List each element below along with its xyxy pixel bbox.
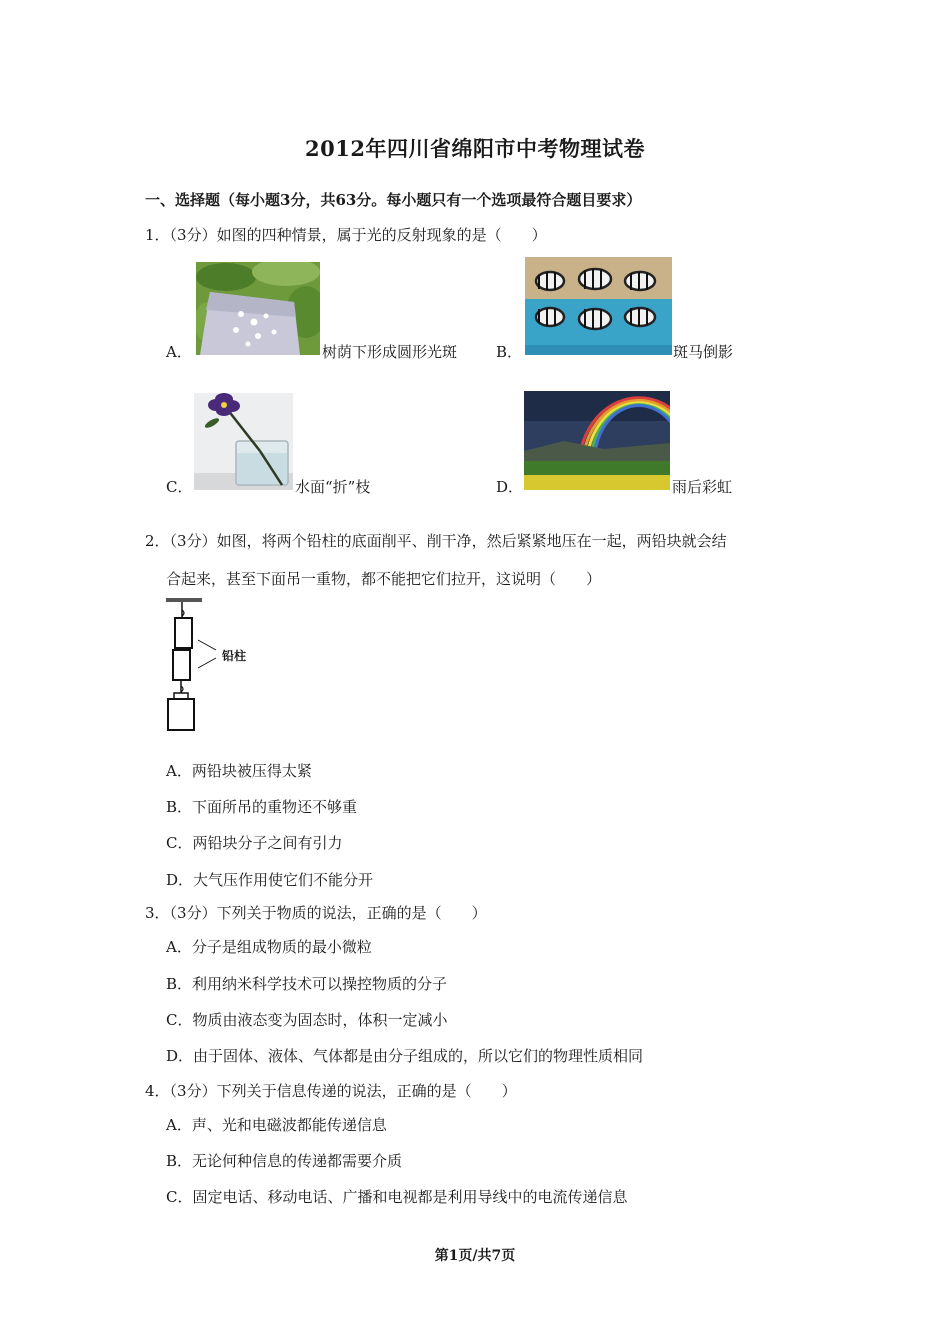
- q3-option-c: C．物质由液态变为固态时，体积一定减小: [166, 1011, 448, 1029]
- flower-in-water-glass-image: [194, 393, 293, 490]
- lead-cylinder-label: 铅柱: [222, 649, 247, 663]
- rainbow-image: [524, 391, 670, 490]
- q1-option-c-caption: 水面“折”枝: [295, 478, 371, 496]
- q1-option-b-letter: B．: [496, 343, 523, 361]
- q2-option-a: A．两铅块被压得太紧: [166, 762, 312, 780]
- q3-option-a: A．分子是组成物质的最小微粒: [166, 938, 372, 956]
- q3-option-b: B．利用纳米科学技术可以操控物质的分子: [166, 975, 448, 993]
- q1-option-b-caption: 斑马倒影: [673, 343, 734, 361]
- zebra-reflection-image: [525, 257, 672, 355]
- q2-option-c: C．两铅块分子之间有引力: [166, 834, 343, 852]
- question-4-stem: 4．（3分）下列关于信息传递的说法，正确的是（ ）: [145, 1082, 517, 1100]
- q1-option-d-letter: D．: [496, 478, 524, 496]
- page-title: 2012年四川省绵阳市中考物理试卷: [305, 136, 645, 161]
- q4-option-b: B．无论何种信息的传递都需要介质: [166, 1152, 403, 1170]
- question-3-stem: 3．（3分）下列关于物质的说法，正确的是（ ）: [145, 904, 487, 922]
- section-heading: 一、选择题（每小题3分，共63分。每小题只有一个选项最符合题目要求）: [145, 191, 642, 209]
- question-2-stem-line1: 2．（3分）如图，将两个铅柱的底面削平、削干净，然后紧紧地压在一起，两铅块就会结: [145, 532, 727, 550]
- q1-option-a-caption: 树荫下形成圆形光斑: [322, 343, 458, 361]
- q2-option-d: D．大气压作用使它们不能分开: [166, 871, 374, 889]
- lead-cylinders-figure: [160, 598, 260, 733]
- q3-option-d: D．由于固体、液体、气体都是由分子组成的，所以它们的物理性质相同: [166, 1047, 644, 1065]
- q2-option-b: B．下面所吊的重物还不够重: [166, 798, 358, 816]
- q4-option-c: C．固定电话、移动电话、广播和电视都是利用导线中的电流传递信息: [166, 1188, 628, 1206]
- q1-option-c-letter: C．: [166, 478, 193, 496]
- question-1-stem: 1．（3分）如图的四种情景，属于光的反射现象的是（ ）: [145, 226, 547, 244]
- q1-option-d-caption: 雨后彩虹: [672, 478, 733, 496]
- q1-option-a-letter: A．: [166, 343, 192, 361]
- tree-shade-light-spots-image: [196, 262, 320, 355]
- page-number-footer: 第1页/共7页: [434, 1248, 516, 1264]
- q4-option-a: A．声、光和电磁波都能传递信息: [166, 1116, 387, 1134]
- question-2-stem-line2: 合起来，甚至下面吊一重物，都不能把它们拉开，这说明（ ）: [166, 570, 602, 588]
